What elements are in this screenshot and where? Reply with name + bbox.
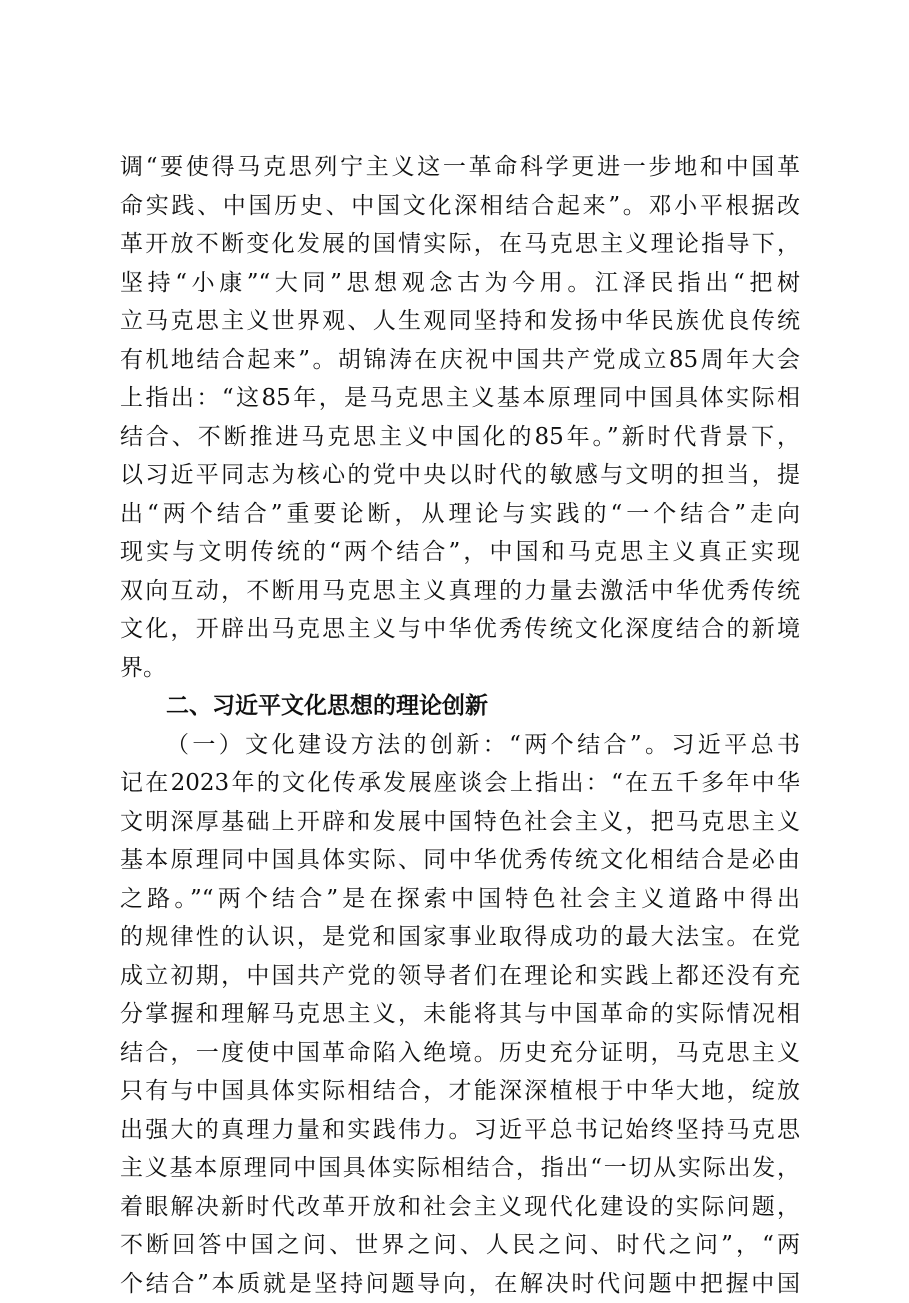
paragraph-line: 革开放不断变化发展的国情实际，在马克思主义理论指导下，	[120, 225, 800, 264]
paragraph-line: 结合，一度使中国革命陷入绝境。历史充分证明，马克思主义	[120, 1034, 800, 1073]
paragraph-line: 立马克思主义世界观、人生观同坚持和发扬中华民族优良传统	[120, 302, 800, 341]
paragraph-line: 坚持“小康”“大同”思想观念古为今用。江泽民指出“把树	[120, 264, 800, 303]
paragraph-2	[120, 726, 800, 1303]
paragraph-line: 着眼解决新时代改革开放和社会主义现代化建设的实际问题，	[120, 1188, 800, 1227]
paragraph-line: （一）文化建设方法的创新：“两个结合”。习近平总书	[120, 726, 800, 765]
paragraph-line: 结合、不断推进马克思主义中国化的85年。”新时代背景下，	[120, 418, 800, 457]
paragraph-line: 出强大的真理力量和实践伟力。习近平总书记始终坚持马克思	[120, 1111, 800, 1150]
paragraph-1	[120, 148, 800, 687]
paragraph-line: 只有与中国具体实际相结合，才能深深植根于中华大地，绽放	[120, 1072, 800, 1111]
paragraph-line: 记在2023年的文化传承发展座谈会上指出：“在五千多年中华	[120, 764, 800, 803]
paragraph-line: 主义基本原理同中国具体实际相结合，指出“一切从实际出发，	[120, 1149, 800, 1188]
paragraph-line: 的规律性的认识，是党和国家事业取得成功的最大法宝。在党	[120, 918, 800, 957]
paragraph-line: 分掌握和理解马克思主义，未能将其与中国革命的实际情况相	[120, 995, 800, 1034]
section-heading: 二、习近平文化思想的理论创新	[120, 687, 800, 726]
document-body	[120, 148, 800, 1303]
paragraph-line: 现实与文明传统的“两个结合”，中国和马克思主义真正实现	[120, 533, 800, 572]
paragraph-line: 文化，开辟出马克思主义与中华优秀传统文化深度结合的新境	[120, 610, 800, 649]
paragraph-line: 界。	[120, 649, 800, 688]
paragraph-line: 不断回答中国之问、世界之问、人民之问、时代之问”，“两	[120, 1226, 800, 1265]
paragraph-line: 基本原理同中国具体实际、同中华优秀传统文化相结合是必由	[120, 841, 800, 880]
paragraph-line: 以习近平同志为核心的党中央以时代的敏感与文明的担当，提	[120, 456, 800, 495]
paragraph-line: 双向互动，不断用马克思主义真理的力量去激活中华优秀传统	[120, 572, 800, 611]
paragraph-line: 成立初期，中国共产党的领导者们在理论和实践上都还没有充	[120, 957, 800, 996]
paragraph-line: 上指出：“这85年，是马克思主义基本原理同中国具体实际相	[120, 379, 800, 418]
paragraph-line: 个结合”本质就是坚持问题导向，在解决时代问题中把握中国	[120, 1265, 800, 1303]
paragraph-line: 有机地结合起来”。胡锦涛在庆祝中国共产党成立85周年大会	[120, 341, 800, 380]
paragraph-line: 命实践、中国历史、中国文化深相结合起来”。邓小平根据改	[120, 187, 800, 226]
paragraph-line: 出“两个结合”重要论断，从理论与实践的“一个结合”走向	[120, 495, 800, 534]
paragraph-line: 之路。”“两个结合”是在探索中国特色社会主义道路中得出	[120, 880, 800, 919]
paragraph-line: 调“要使得马克思列宁主义这一革命科学更进一步地和中国革	[120, 148, 800, 187]
paragraph-line: 文明深厚基础上开辟和发展中国特色社会主义，把马克思主义	[120, 803, 800, 842]
